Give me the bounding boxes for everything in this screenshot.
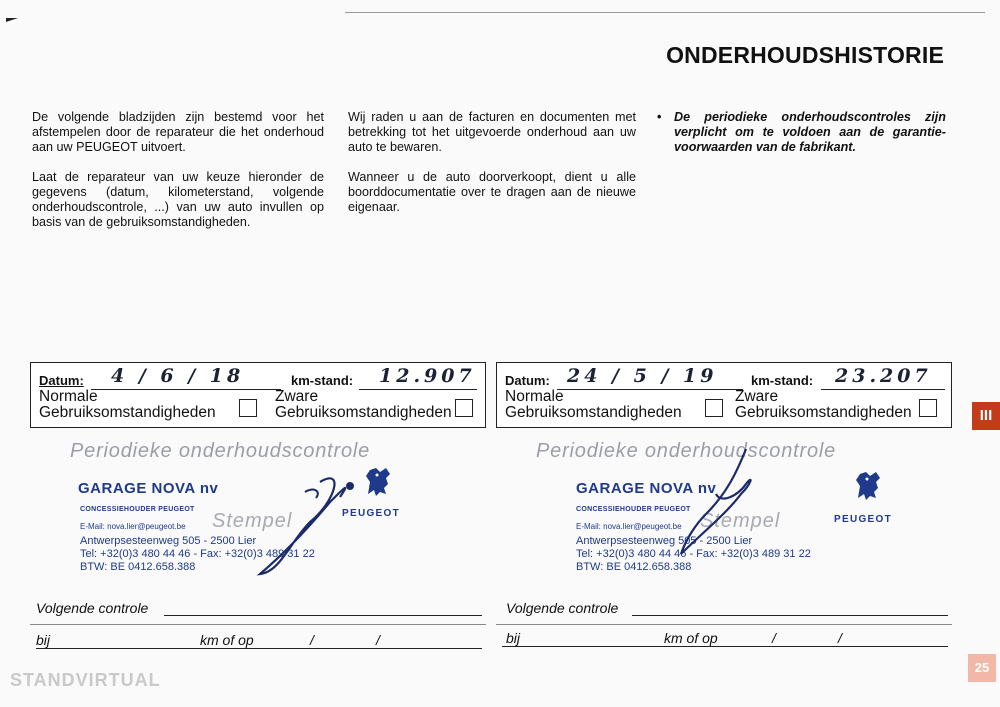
garage-phone: Tel: +32(0)3 480 44 46 - Fax: +32(0)3 489 31 22 xyxy=(80,548,315,560)
brand-label: PEUGEOT xyxy=(342,508,400,519)
date-slash: / xyxy=(772,630,776,646)
km-label: km-stand: xyxy=(751,373,814,388)
card-divider xyxy=(30,624,486,625)
service-record-card xyxy=(30,362,486,652)
km-value: 23.207 xyxy=(835,365,932,387)
garage-phone: Tel: +32(0)3 480 44 46 - Fax: +32(0)3 489 31 22 xyxy=(576,548,811,560)
heavy-label-2: Gebruiksomstandigheden xyxy=(275,404,452,421)
normal-conditions xyxy=(39,389,216,421)
normal-checkbox[interactable] xyxy=(705,399,723,417)
signature-graphic xyxy=(250,462,390,612)
date-slash: / xyxy=(838,630,842,646)
intro-column-1 xyxy=(32,110,324,245)
at-label: bij xyxy=(506,630,521,646)
garage-vat: BTW: BE 0412.658.388 xyxy=(576,561,692,573)
garage-email: E-Mail: nova.lier@peugeot.be xyxy=(80,522,186,531)
heavy-conditions xyxy=(735,389,912,421)
heavy-label: Zware xyxy=(275,388,319,405)
conditions-row xyxy=(505,389,945,423)
garage-subtitle: CONCESSIEHOUDER PEUGEOT xyxy=(80,506,195,513)
signature-graphic xyxy=(676,444,796,574)
normal-label: Normale xyxy=(505,388,564,405)
intro-paragraph: De volgende bladzijden zijn bestemd voor het afstempelen door de reparateur die het onderhoud aan uw PEUGEOT uitvoert. xyxy=(32,110,324,154)
next-at-line xyxy=(502,646,948,647)
date-km-row xyxy=(505,365,945,389)
normal-checkbox[interactable] xyxy=(239,399,257,417)
date-label: Datum: xyxy=(39,373,84,388)
card-divider xyxy=(496,624,952,625)
intro-paragraph: Wanneer u de auto doorverkoopt, dient u alle boorddocumentatie over te dragen aan de nieuwe eigenaar. xyxy=(348,170,636,214)
heavy-checkbox[interactable] xyxy=(919,399,937,417)
km-or-label: km of op xyxy=(664,630,718,646)
date-slash: / xyxy=(376,632,380,648)
garage-subtitle: CONCESSIEHOUDER PEUGEOT xyxy=(576,506,691,513)
section-tab[interactable]: III xyxy=(972,402,1000,430)
km-label: km-stand: xyxy=(291,373,354,388)
top-rule xyxy=(345,12,985,13)
date-km-row xyxy=(39,365,479,389)
normal-label-2: Gebruiksomstandigheden xyxy=(505,404,682,421)
next-at-line xyxy=(36,648,482,649)
service-record-card xyxy=(496,362,952,652)
stamp-placeholder: Stempel xyxy=(700,510,781,532)
stamp-title: Periodieke onderhoudscontrole xyxy=(70,440,371,462)
watermark: STANDVIRTUAL xyxy=(10,670,161,690)
km-value: 12.907 xyxy=(379,365,476,387)
heavy-label-2: Gebruiksomstandigheden xyxy=(735,404,912,421)
warranty-notice: De periodieke onderhoudscontroles zijn verplicht om te voldoen aan de garantie-voorwaarden van de fabrikant. xyxy=(674,110,946,154)
card-header xyxy=(30,362,486,428)
intro-paragraph: Laat de reparateur van uw keuze hieronder de gegevens (datum, kilometerstand, volgende onderhoudscontrole, ...) van uw auto invullen op basis van de gebruiksomstandigheden. xyxy=(32,170,324,229)
date-value: 4 / 6 / 18 xyxy=(111,365,245,387)
page-title: ONDERHOUDSHISTORIE xyxy=(666,42,944,68)
intro-column-2 xyxy=(348,110,636,230)
peugeot-lion-icon xyxy=(848,466,888,506)
conditions-row xyxy=(39,389,479,423)
garage-email: E-Mail: nova.lier@peugeot.be xyxy=(576,522,682,531)
garage-vat: BTW: BE 0412.658.388 xyxy=(80,561,196,573)
next-service-label: Volgende controle xyxy=(36,600,149,616)
next-service-line xyxy=(632,615,948,616)
garage-name: GARAGE NOVA nv xyxy=(576,480,717,497)
corner-marker xyxy=(6,18,18,22)
date-value: 24 / 5 / 19 xyxy=(567,365,718,387)
next-service-label: Volgende controle xyxy=(506,600,619,616)
intro-column-3 xyxy=(657,110,946,155)
heavy-conditions xyxy=(275,389,452,421)
heavy-label: Zware xyxy=(735,388,779,405)
bullet: • xyxy=(657,110,662,124)
intro-paragraph: Wij raden u aan de facturen en documenten met betrekking tot het uitgevoerde onderhoud aan uw auto te bewaren. xyxy=(348,110,636,154)
garage-address: Antwerpsesteenweg 505 - 2500 Lier xyxy=(576,535,753,547)
normal-label: Normale xyxy=(39,388,98,405)
normal-label-2: Gebruiksomstandigheden xyxy=(39,404,216,421)
garage-address: Antwerpsesteenweg 505 - 2500 Lier xyxy=(80,535,257,547)
at-label: bij xyxy=(36,632,51,648)
heavy-checkbox[interactable] xyxy=(455,399,473,417)
page-number: 25 xyxy=(968,654,996,682)
km-or-label: km of op xyxy=(200,632,254,648)
next-service-line xyxy=(164,615,482,616)
date-slash: / xyxy=(310,632,314,648)
card-header xyxy=(496,362,952,428)
garage-name: GARAGE NOVA nv xyxy=(78,480,219,497)
stamp-placeholder: Stempel xyxy=(212,510,293,532)
normal-conditions xyxy=(505,389,682,421)
brand-label: PEUGEOT xyxy=(834,514,892,525)
stamp-title: Periodieke onderhoudscontrole xyxy=(536,440,837,462)
date-label: Datum: xyxy=(505,373,550,388)
